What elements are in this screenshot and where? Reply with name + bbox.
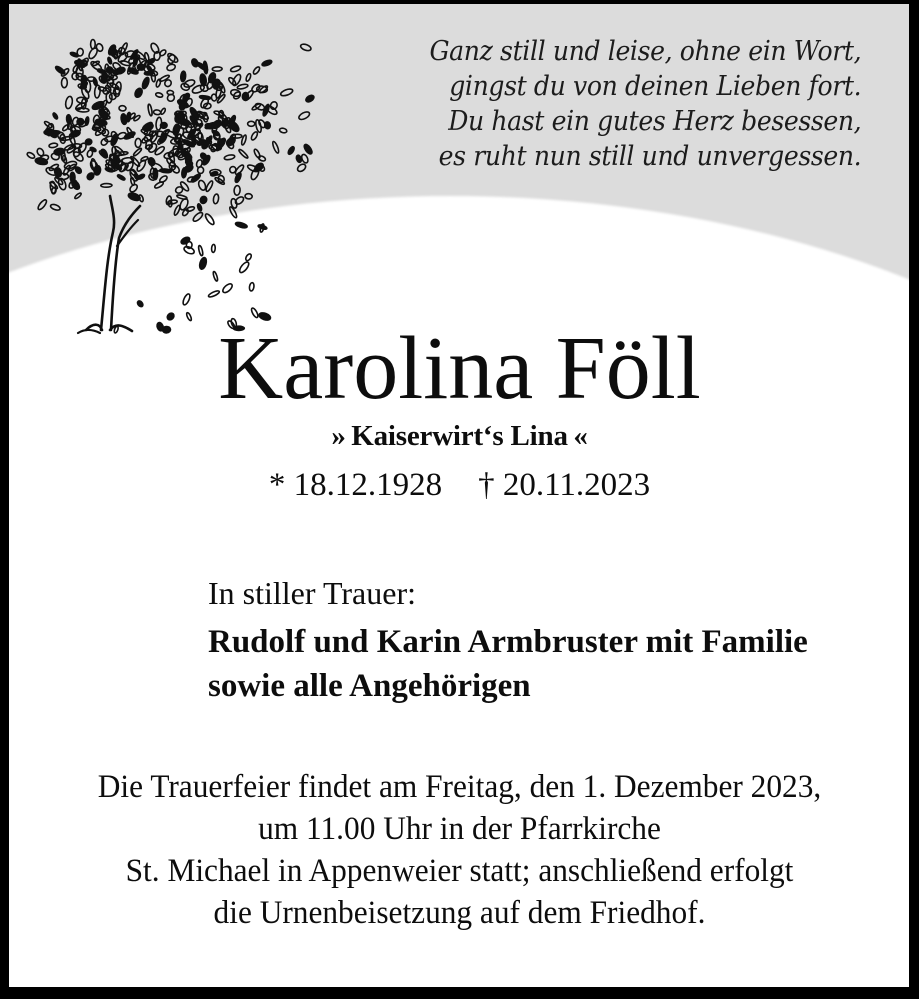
death-date: † 20.11.2023	[478, 467, 651, 503]
tree-trunk	[78, 196, 140, 333]
mourning-label: In stiller Trauer:	[208, 575, 416, 611]
poem-line: gingst du von deinen Lieben fort.	[448, 71, 861, 102]
announcement-line: um 11.00 Uhr in der Pfarrkirche	[258, 811, 661, 847]
announcement-line: die Urnenbeisetzung auf dem Friedhof.	[213, 895, 706, 931]
poem-line: Ganz still und leise, ohne ein Wort,	[429, 36, 861, 67]
autumn-tree-illustration	[20, 22, 320, 337]
birth-date: * 18.12.1928	[268, 467, 443, 503]
memorial-poem	[429, 34, 861, 174]
mourners-block	[208, 620, 808, 708]
life-dates	[0, 467, 919, 504]
tree-leaves	[26, 40, 315, 334]
deceased-nickname: » Kaiserwirt‘s Lina «	[331, 420, 588, 452]
mourner-line: sowie alle Angehörigen	[208, 668, 531, 704]
poem-line: Du hast ein gutes Herz besessen,	[447, 106, 861, 137]
deceased-name: Karolina Föll	[218, 319, 701, 418]
poem-line: es ruht nun still und unvergessen.	[438, 141, 861, 172]
mourner-line: Rudolf und Karin Armbruster mit Familie	[208, 624, 808, 660]
announcement-line: St. Michael in Appenweier statt; anschließend erfolgt	[125, 853, 794, 889]
announcement-line: Die Trauerfeier findet am Freitag, den 1. Dezember 2023,	[97, 769, 822, 805]
funeral-announcement	[23, 766, 896, 934]
